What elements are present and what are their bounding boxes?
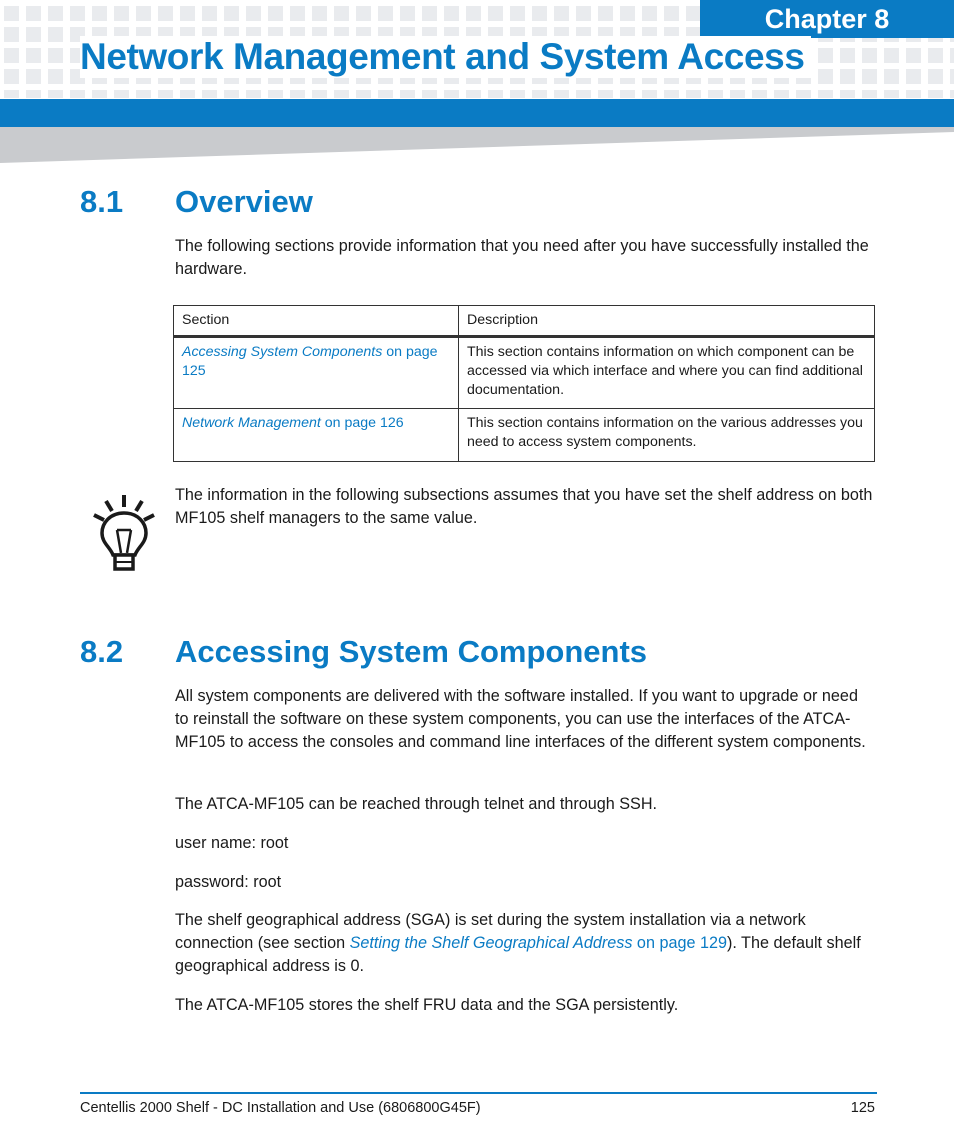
header-dot [532, 6, 547, 21]
header-dot [114, 90, 129, 98]
header-dot [642, 6, 657, 21]
header-dot [422, 6, 437, 21]
header-dot [950, 48, 954, 63]
header-dot [862, 69, 877, 84]
header-dot [158, 6, 173, 21]
header-dot [862, 90, 877, 98]
header-dot [950, 69, 954, 84]
header-dot [334, 6, 349, 21]
section-number: 8.2 [80, 634, 124, 669]
header-dot [774, 90, 789, 98]
header-dot [444, 90, 459, 98]
chapter-title: Network Management and System Access [80, 36, 811, 78]
header-dot [818, 90, 833, 98]
header-dot [664, 90, 679, 98]
header-dot [598, 6, 613, 21]
paragraph: The ATCA-MF105 stores the shelf FRU data and the SGA persistently. [175, 996, 679, 1014]
header-dot [664, 6, 679, 21]
header-dot [928, 90, 943, 98]
header-dot [290, 6, 305, 21]
table-header-row [174, 306, 875, 337]
header-dot [466, 90, 481, 98]
header-dot [488, 6, 503, 21]
header-dot [92, 6, 107, 21]
header-dot [26, 48, 41, 63]
header-dot [290, 90, 305, 98]
header-dot [224, 6, 239, 21]
overview-intro: The following sections provide information that you need after you have successfully installed the hardware. [175, 237, 869, 278]
header-dot [48, 6, 63, 21]
header-dot [906, 69, 921, 84]
header-dot [26, 90, 41, 98]
header-dot [70, 6, 85, 21]
header-dot [510, 6, 525, 21]
header-dot [840, 90, 855, 98]
header-dot [48, 69, 63, 84]
footer-document-title: Centellis 2000 Shelf - DC Installation and Use (6806800G45F) [80, 1100, 481, 1116]
header-dot [862, 48, 877, 63]
header-dot [378, 90, 393, 98]
header-dot [598, 90, 613, 98]
header-dot [686, 90, 701, 98]
table-row [174, 409, 875, 462]
overview-table [173, 305, 875, 462]
header-dot [840, 69, 855, 84]
header-dot [378, 6, 393, 21]
table-header-cell: Section [174, 306, 459, 337]
header-dot [202, 6, 217, 21]
header-dot [906, 48, 921, 63]
header-dot [4, 27, 19, 42]
header-dot [4, 48, 19, 63]
header-dot [48, 90, 63, 98]
header-dot [26, 69, 41, 84]
header-dot [840, 48, 855, 63]
header-dot [906, 90, 921, 98]
header-dot [884, 48, 899, 63]
section-title: Accessing System Components [175, 634, 648, 669]
header-dot [4, 69, 19, 84]
header-dot [884, 69, 899, 84]
table-cell-description: This section contains information on the various addresses you need to access system components. [459, 409, 875, 462]
header-dot [356, 6, 371, 21]
header-dot [202, 90, 217, 98]
header-dot [4, 90, 19, 98]
header-blue-band [0, 99, 954, 127]
header-dot [246, 6, 261, 21]
header-dot [246, 90, 261, 98]
header-dot [180, 6, 195, 21]
paragraph: The ATCA-MF105 can be reached through telnet and through SSH. [175, 795, 658, 813]
header-dot [268, 90, 283, 98]
header-dot [268, 6, 283, 21]
header-dot [752, 90, 767, 98]
section-number: 8.1 [80, 184, 124, 219]
paragraph-username: user name: root [175, 834, 289, 852]
header-dot [796, 90, 811, 98]
header-dot [818, 48, 833, 63]
paragraph-password: password: root [175, 873, 282, 891]
header-dot [576, 6, 591, 21]
note-text: The information in the following subsections assumes that you have set the shelf address on both MF105 shelf managers to the same value. [175, 486, 873, 527]
header-dot [532, 90, 547, 98]
header-dot [356, 90, 371, 98]
header-dot [4, 6, 19, 21]
header-dot [422, 90, 437, 98]
header-dot [554, 90, 569, 98]
header-dot [950, 90, 954, 98]
paragraph: All system components are delivered with the software installed. If you want to upgrade or need to reinstall the software on these system components, you can use the interfaces of the ATCA-MF105 to access the consoles and command line interfaces of the different system components. [175, 687, 866, 751]
header-dot [818, 69, 833, 84]
header-dot [48, 48, 63, 63]
header-dot [730, 90, 745, 98]
header-dot [334, 90, 349, 98]
cross-reference-link[interactable]: Setting the Shelf Geographical Address on page 129 [349, 934, 727, 952]
header-dot [92, 90, 107, 98]
header-dot [510, 90, 525, 98]
header-dot [136, 6, 151, 21]
header-dot [48, 27, 63, 42]
header-dot [158, 90, 173, 98]
header-dot [26, 27, 41, 42]
header-dot [114, 6, 129, 21]
table-cell-section [174, 409, 459, 462]
table-row [174, 337, 875, 409]
table-cell-description: This section contains information on which component can be accessed via which interface and where you can find additional documentation. [459, 337, 875, 409]
header-dot [26, 6, 41, 21]
header-dot [708, 90, 723, 98]
chapter-tab [700, 0, 954, 38]
header-dot [686, 6, 701, 21]
header-dot [576, 90, 591, 98]
paragraph: The shelf geographical address (SGA) is set during the system installation via a network connection (see section Setting the Shelf Geographical Address on page 129). The default shelf geographical address is 0. [175, 911, 861, 975]
header-dot [400, 90, 415, 98]
section-title: Overview [175, 184, 313, 219]
header-dot [466, 6, 481, 21]
table-header-cell: Description [459, 306, 875, 337]
header-dot [620, 90, 635, 98]
lightbulb-note-icon [92, 493, 156, 575]
footer-page-number: 125 [850, 1100, 875, 1116]
header-dot [224, 90, 239, 98]
header-dot [312, 90, 327, 98]
header-dot [180, 90, 195, 98]
header-dot [136, 90, 151, 98]
table-cell-section [174, 337, 459, 409]
header-dot [400, 6, 415, 21]
header-dot [488, 90, 503, 98]
header-dot [884, 90, 899, 98]
header-dot [620, 6, 635, 21]
header-dot [642, 90, 657, 98]
footer-rule [80, 1092, 877, 1094]
header-dot [444, 6, 459, 21]
header-dot [312, 6, 327, 21]
header-dot [928, 48, 943, 63]
header-dot [928, 69, 943, 84]
chapter-label: Chapter 8 [764, 3, 890, 34]
header-gray-wedge [0, 127, 954, 163]
cross-reference-link[interactable]: Network Management on page 126 [182, 415, 404, 431]
header-dot [70, 90, 85, 98]
cross-reference-link[interactable]: Accessing System Components on page 125 [182, 344, 438, 379]
header-dot [554, 6, 569, 21]
